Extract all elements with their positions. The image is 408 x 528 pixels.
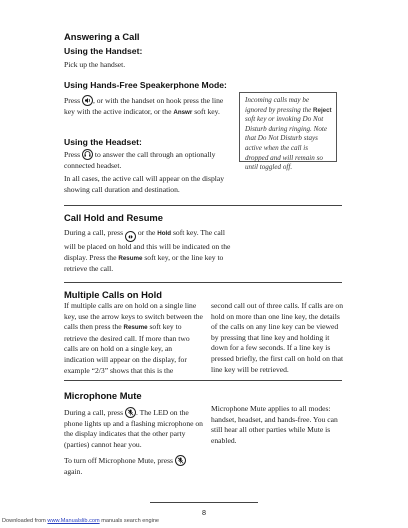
hold-text: During a call, press ◖◗ or the Hold soft key. The call will be placed on hold and this will be indicated on the display. Press the Resume soft key, or the line key to retrieve the call. bbox=[64, 228, 231, 274]
footer-divider bbox=[150, 502, 258, 503]
headset-icon bbox=[82, 149, 93, 160]
section-divider bbox=[64, 380, 342, 381]
multiple-left-text: If multiple calls are on hold on a single line key, use the arrow keys to switch between the calls then press the Resume soft key to retrieve the desired call. If more than two calls are on hold on a single key, an indication will appear on the display, for example “2/3” shows that this is the bbox=[64, 301, 203, 375]
reject-soft-key-label: Reject bbox=[313, 106, 332, 114]
all-cases-text: In all cases, the active call will appear on the display showing call duration and destination. bbox=[64, 174, 225, 194]
headset-text: Press to answer the call through an optionally connected headset. bbox=[64, 150, 216, 170]
section-title-mute: Microphone Mute bbox=[64, 390, 142, 401]
handset-text: Pick up the handset. bbox=[64, 60, 126, 69]
hold-icon: ◖◗ bbox=[125, 231, 136, 242]
speaker-icon bbox=[82, 95, 93, 106]
section-title-hold: Call Hold and Resume bbox=[64, 212, 163, 223]
speakerphone-text: Press , or with the handset on hook press the line key with the active indicator, or the Answr soft key. bbox=[64, 96, 224, 116]
mute-right-text: Microphone Mute applies to all modes: handset, headset, and hands-free. You can still hear all other parties while Mute is enabled. bbox=[211, 404, 338, 445]
manualslib-link[interactable]: www.Manualslib.com bbox=[47, 518, 100, 524]
page-number: 8 bbox=[202, 508, 206, 517]
hold-soft-key-label: Hold bbox=[157, 230, 172, 237]
microphone-mute-icon bbox=[175, 455, 186, 466]
headset-heading: Using the Headset: bbox=[64, 137, 142, 147]
section-divider bbox=[64, 282, 342, 283]
incoming-calls-note: Incoming calls may be ignored by pressing the Reject soft key or invoking Do Not Disturb during ringing. Note that Do Not Disturb stays active when the call is dropped and will remain so until toggled off. bbox=[239, 92, 337, 162]
resume-soft-key-label: Resume bbox=[123, 324, 148, 332]
resume-soft-key-label: Resume bbox=[118, 254, 143, 262]
section-title-answering: Answering a Call bbox=[64, 31, 140, 42]
handset-heading: Using the Handset: bbox=[64, 46, 143, 56]
download-footer: Downloaded from www.Manualslib.com manuals search engine bbox=[2, 518, 160, 524]
section-divider bbox=[64, 205, 342, 206]
mute-left-text: During a call, press . The LED on the phone lights up and a flashing microphone on the display indicates that the other party (parties) cannot hear you. To turn off Microphone Mute, press again. bbox=[64, 408, 203, 476]
speakerphone-heading: Using Hands-Free Speakerphone Mode: bbox=[64, 80, 227, 90]
microphone-mute-icon bbox=[125, 407, 136, 418]
answer-soft-key-label: Answr bbox=[173, 108, 193, 116]
section-title-multiple: Multiple Calls on Hold bbox=[64, 289, 162, 300]
multiple-right-text: second call out of three calls. If calls are on hold on more than one line key, the details of the calls on any line key can be viewed by pressing that line key and holding it down for a few seconds. If a line key is pressed briefly, the first call on hold on that line key will be retrieved. bbox=[211, 301, 344, 374]
